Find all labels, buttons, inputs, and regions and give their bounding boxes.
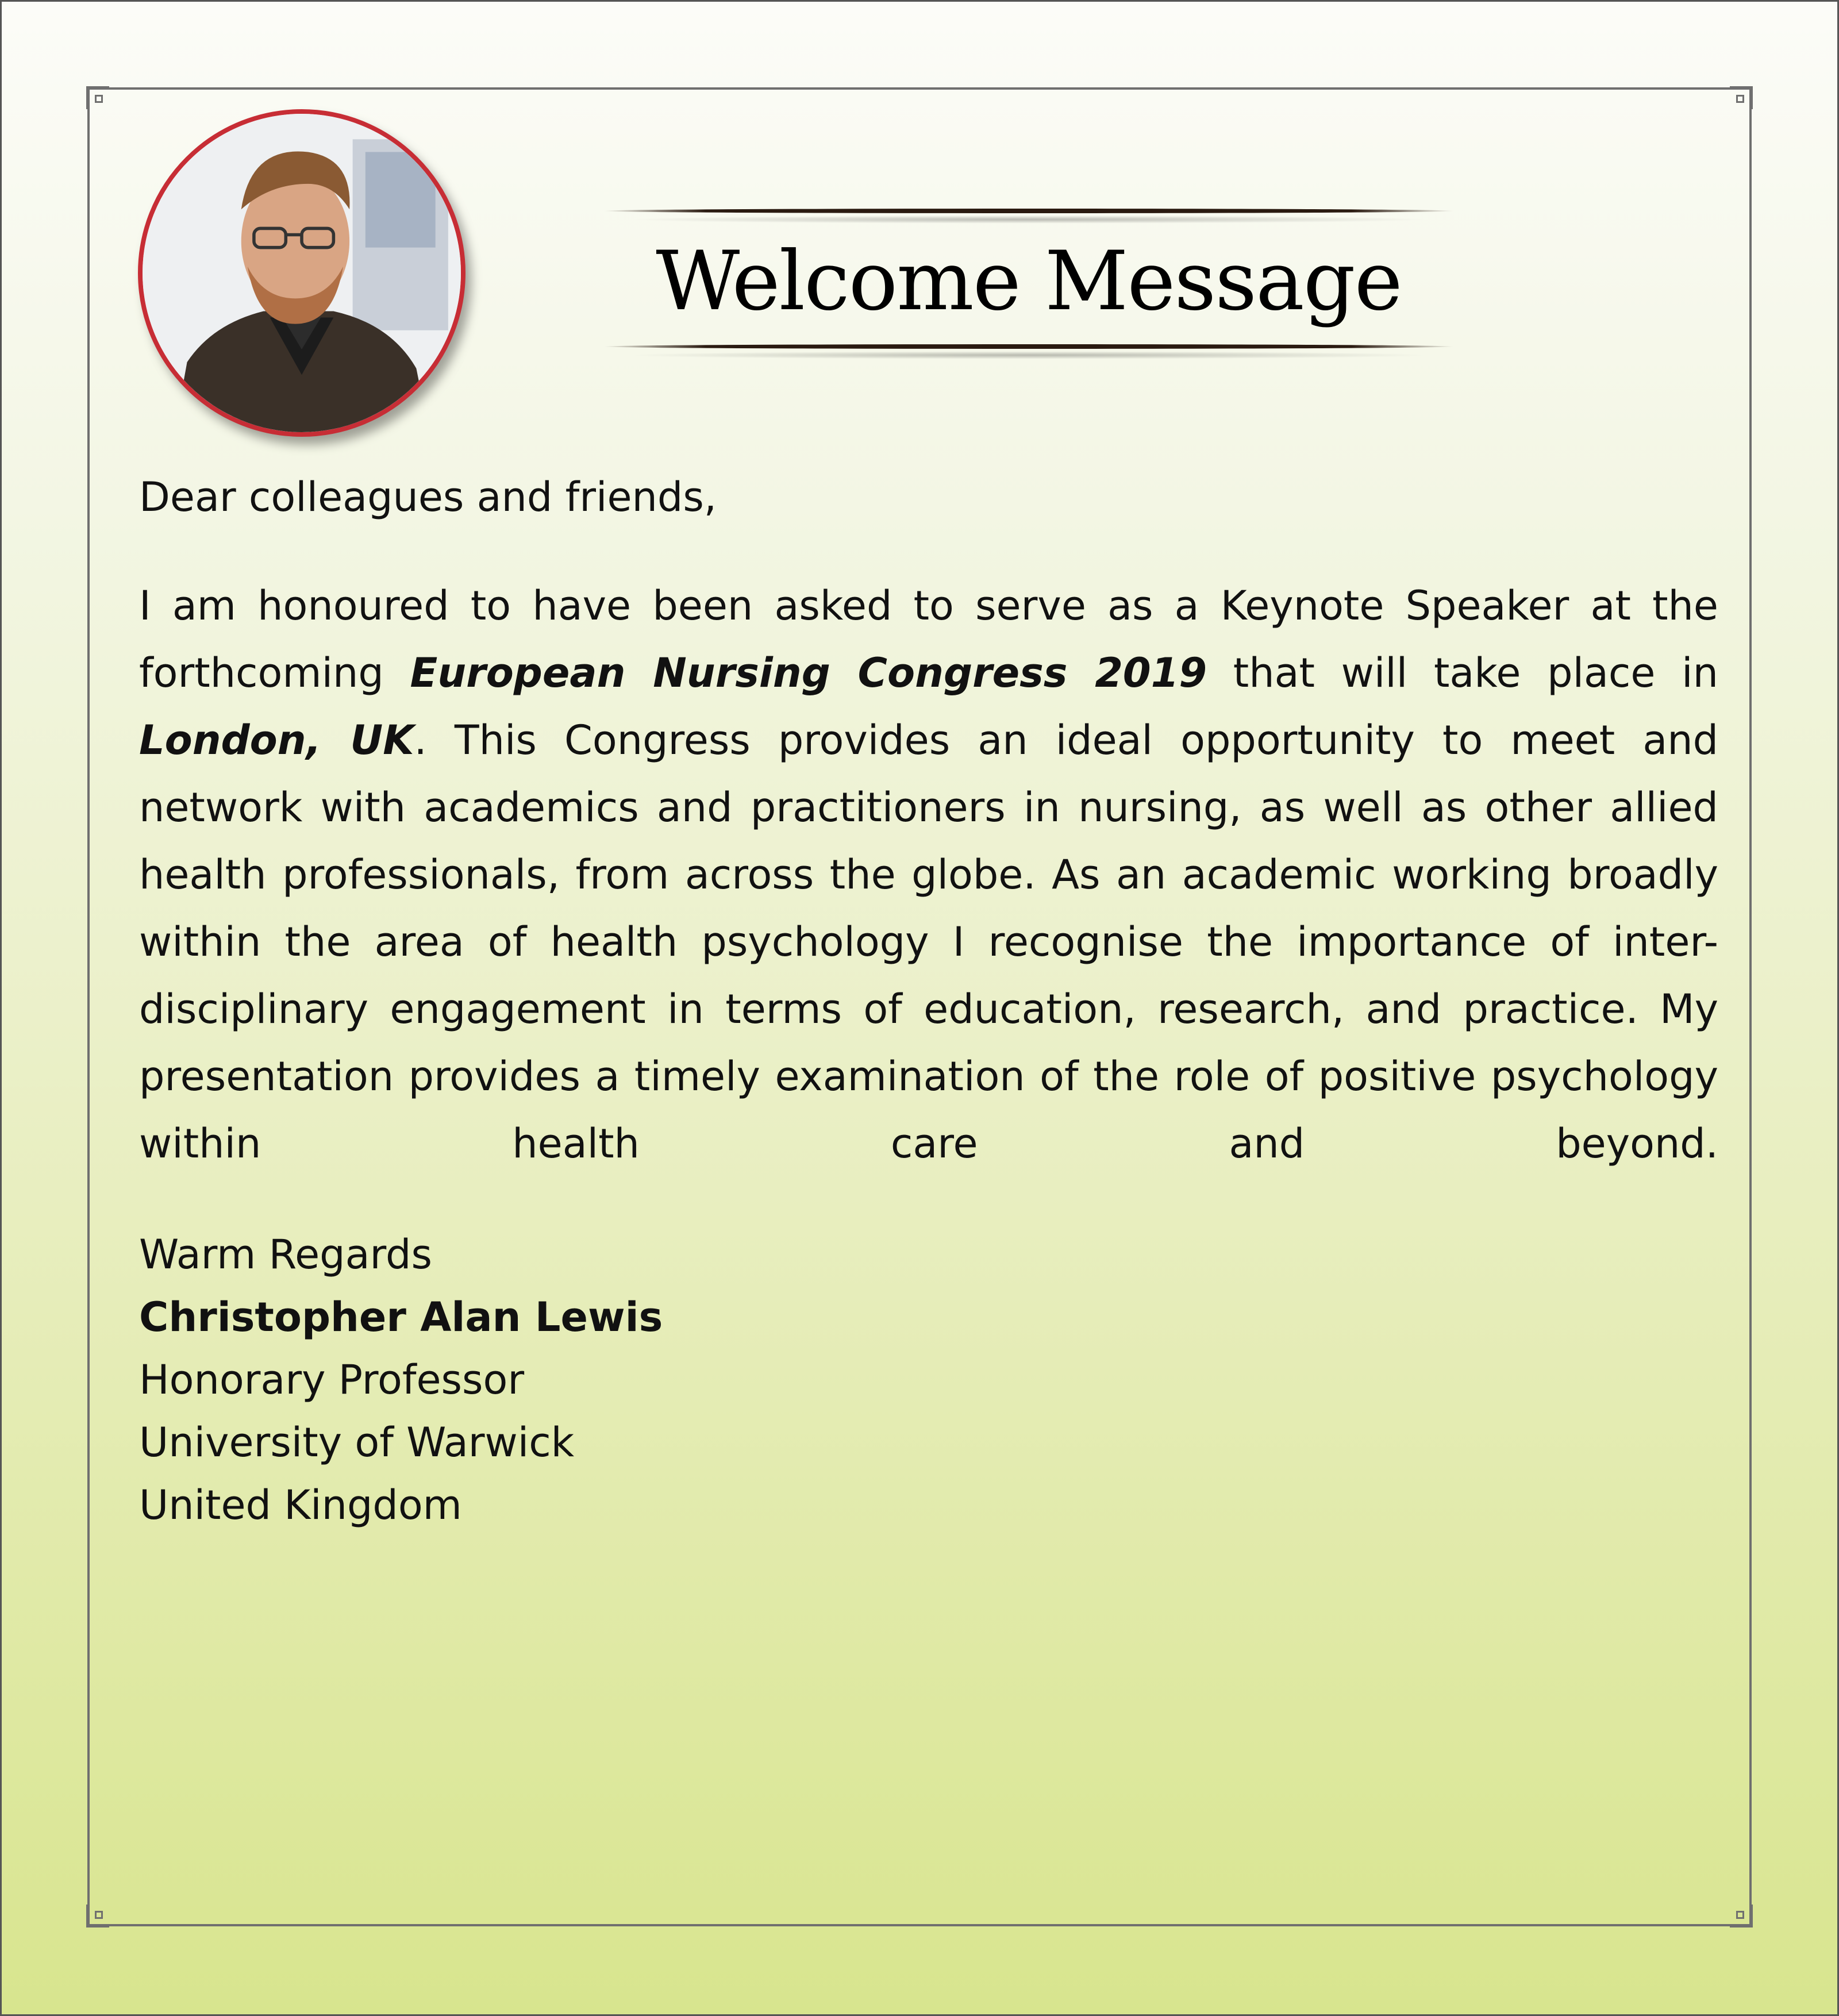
closing-salutation: Warm Regards — [139, 1231, 432, 1278]
event-location: London, UK — [139, 717, 414, 764]
letter-body — [139, 572, 1718, 1178]
letter-closing-block — [139, 1224, 1718, 1537]
signatory-institution: University of Warwick — [139, 1419, 575, 1466]
title-rule-shadow — [626, 216, 1431, 224]
signatory-title: Honorary Professor — [139, 1356, 525, 1403]
letter-content — [139, 465, 1718, 1537]
event-name: European Nursing Congress 2019 — [410, 649, 1207, 697]
frame-corner-ornament — [1730, 1905, 1753, 1927]
frame-corner-ornament — [86, 86, 109, 109]
speaker-portrait — [138, 109, 465, 437]
body-text-part: I am honoured to have been asked to serve as a Keynote Speaker at the forthcoming — [139, 582, 1718, 697]
title-top-rule — [603, 209, 1454, 213]
body-text-part: . This Congress provides an ideal opportunity to meet and network with academics and practitioners in nursing, as well as other allied health professionals, from across the globe. As an academic working broadly within the area of health psychology I recognise the importance of inter-disciplinary engagement in terms of education, research, and practice. My presentation provides a timely examination of the role of positive psychology within health care and beyond. — [139, 717, 1719, 1167]
title-banner — [603, 204, 1454, 376]
portrait-illustration — [143, 114, 461, 432]
title-rule-shadow — [626, 351, 1431, 359]
frame-corner-ornament — [86, 1905, 109, 1927]
letter-greeting: Dear colleagues and friends, — [139, 474, 717, 521]
frame-corner-ornament — [1730, 86, 1753, 109]
page-title: Welcome Message — [656, 234, 1402, 329]
signatory-name: Christopher Alan Lewis — [139, 1294, 663, 1341]
signatory-country: United Kingdom — [139, 1482, 462, 1529]
body-text-part: that will take place in — [1207, 649, 1718, 697]
title-bottom-rule — [603, 344, 1454, 349]
